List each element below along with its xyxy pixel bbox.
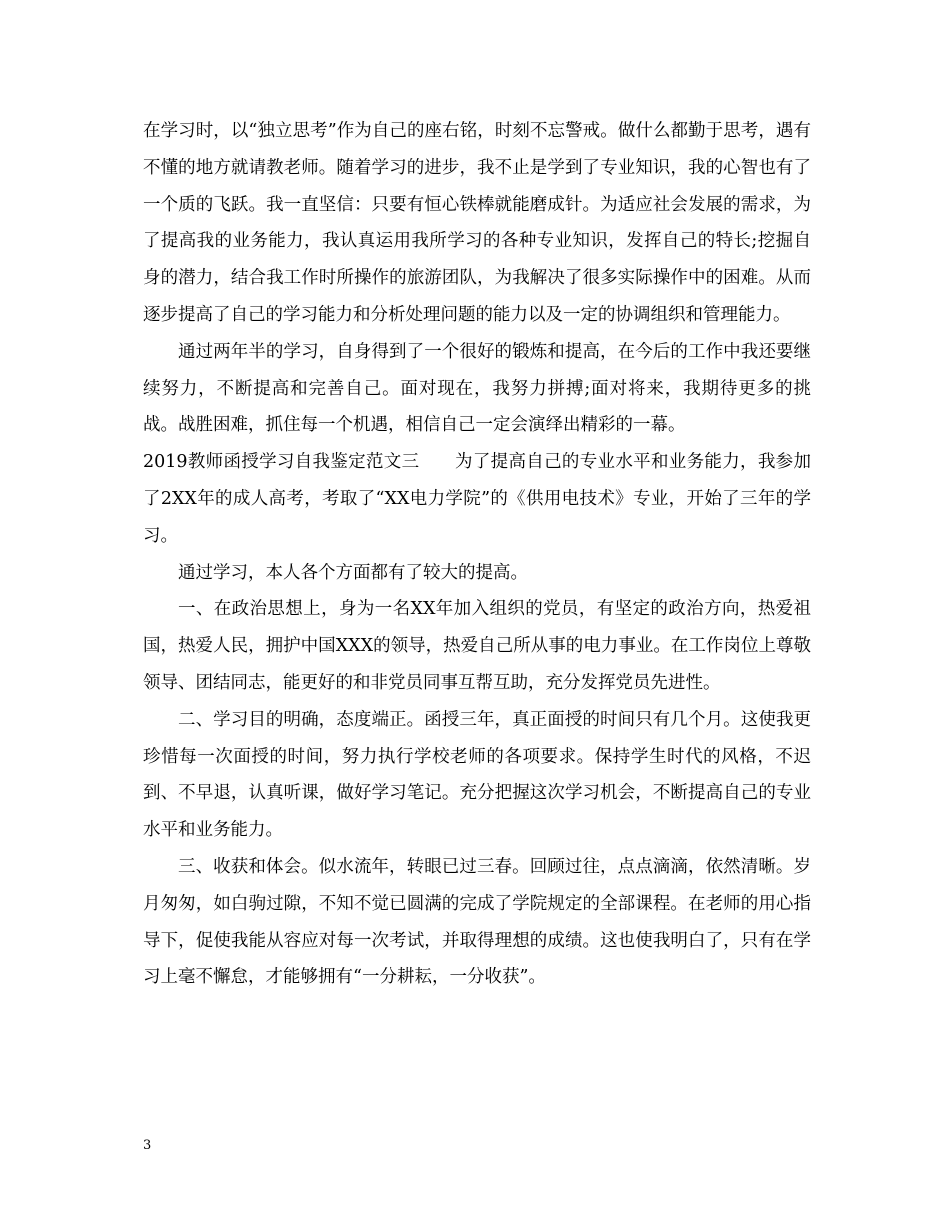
paragraph-7: 三、收获和体会。似水流年，转眼已过三春。回顾过往，点点滴滴，依然清晰。岁月匆匆，如白驹过隙，不知不觉已圆满的完成了学院规定的全部课程。在老师的用心指导下，促使我能从容应对每一次考试，并取得理想的成绩。这也使我明白了，只有在学习上毫不懈怠，才能够拥有“一分耕耘，一分收获”。 — [143, 856, 811, 988]
paragraph-1: 在学习时，以“独立思考”作为自己的座右铭，时刻不忘警戒。做什么都勤于思考，遇有不懂的地方就请教老师。随着学习的进步，我不止是学到了专业知识，我的心智也有了一个质的飞跃。我一直坚信：只要有恒心铁棒就能磨成针。为适应社会发展的需求，为了提高我的业务能力，我认真运用我所学习的各种专业知识，发挥自己的特长;挖掘自身的潜力，结合我工作时所操作的旅游团队，为我解决了很多实际操作中的困难。从而逐步提高了自己的学习能力和分析处理问题的能力以及一定的协调组织和管理能力。 — [143, 121, 811, 325]
paragraph-5: 一、在政治思想上，身为一名XX年加入组织的党员，有坚定的政治方向，热爱祖国，热爱人民，拥护中国XXX的领导，热爱自己所从事的电力事业。在工作岗位上尊敬领导、团结同志，能更好的和非党员同事互帮互助，充分发挥党员先进性。 — [143, 599, 811, 693]
paragraph-2: 通过两年半的学习，自身得到了一个很好的锻炼和提高，在今后的工作中我还要继续努力，不断提高和完善自己。面对现在，我努力拼搏;面对将来，我期待更多的挑战。战胜困难，抓住每一个机遇，相信自己一定会演绎出精彩的一幕。 — [143, 341, 811, 436]
paragraph-4: 通过学习，本人各个方面都有了较大的提高。 — [178, 562, 528, 583]
page-number: 3 — [143, 1138, 152, 1153]
paragraph-6: 二、学习目的明确，态度端正。函授三年，真正面授的时间只有几个月。这使我更珍惜每一次面授的时间，努力执行学校老师的各项要求。保持学生时代的风格，不迟到、不早退，认真听课，做好学习笔记。充分把握这次学习机会，不断提高自己的专业水平和业务能力。 — [143, 709, 811, 841]
document-body — [143, 113, 811, 996]
paragraph-3: 2019教师函授学习自我鉴定范文三 为了提高自己的专业水平和业务能力，我参加了2XX年的成人高考，考取了“XX电力学院”的《供用电技术》专业，开始了三年的学习。 — [143, 452, 811, 546]
